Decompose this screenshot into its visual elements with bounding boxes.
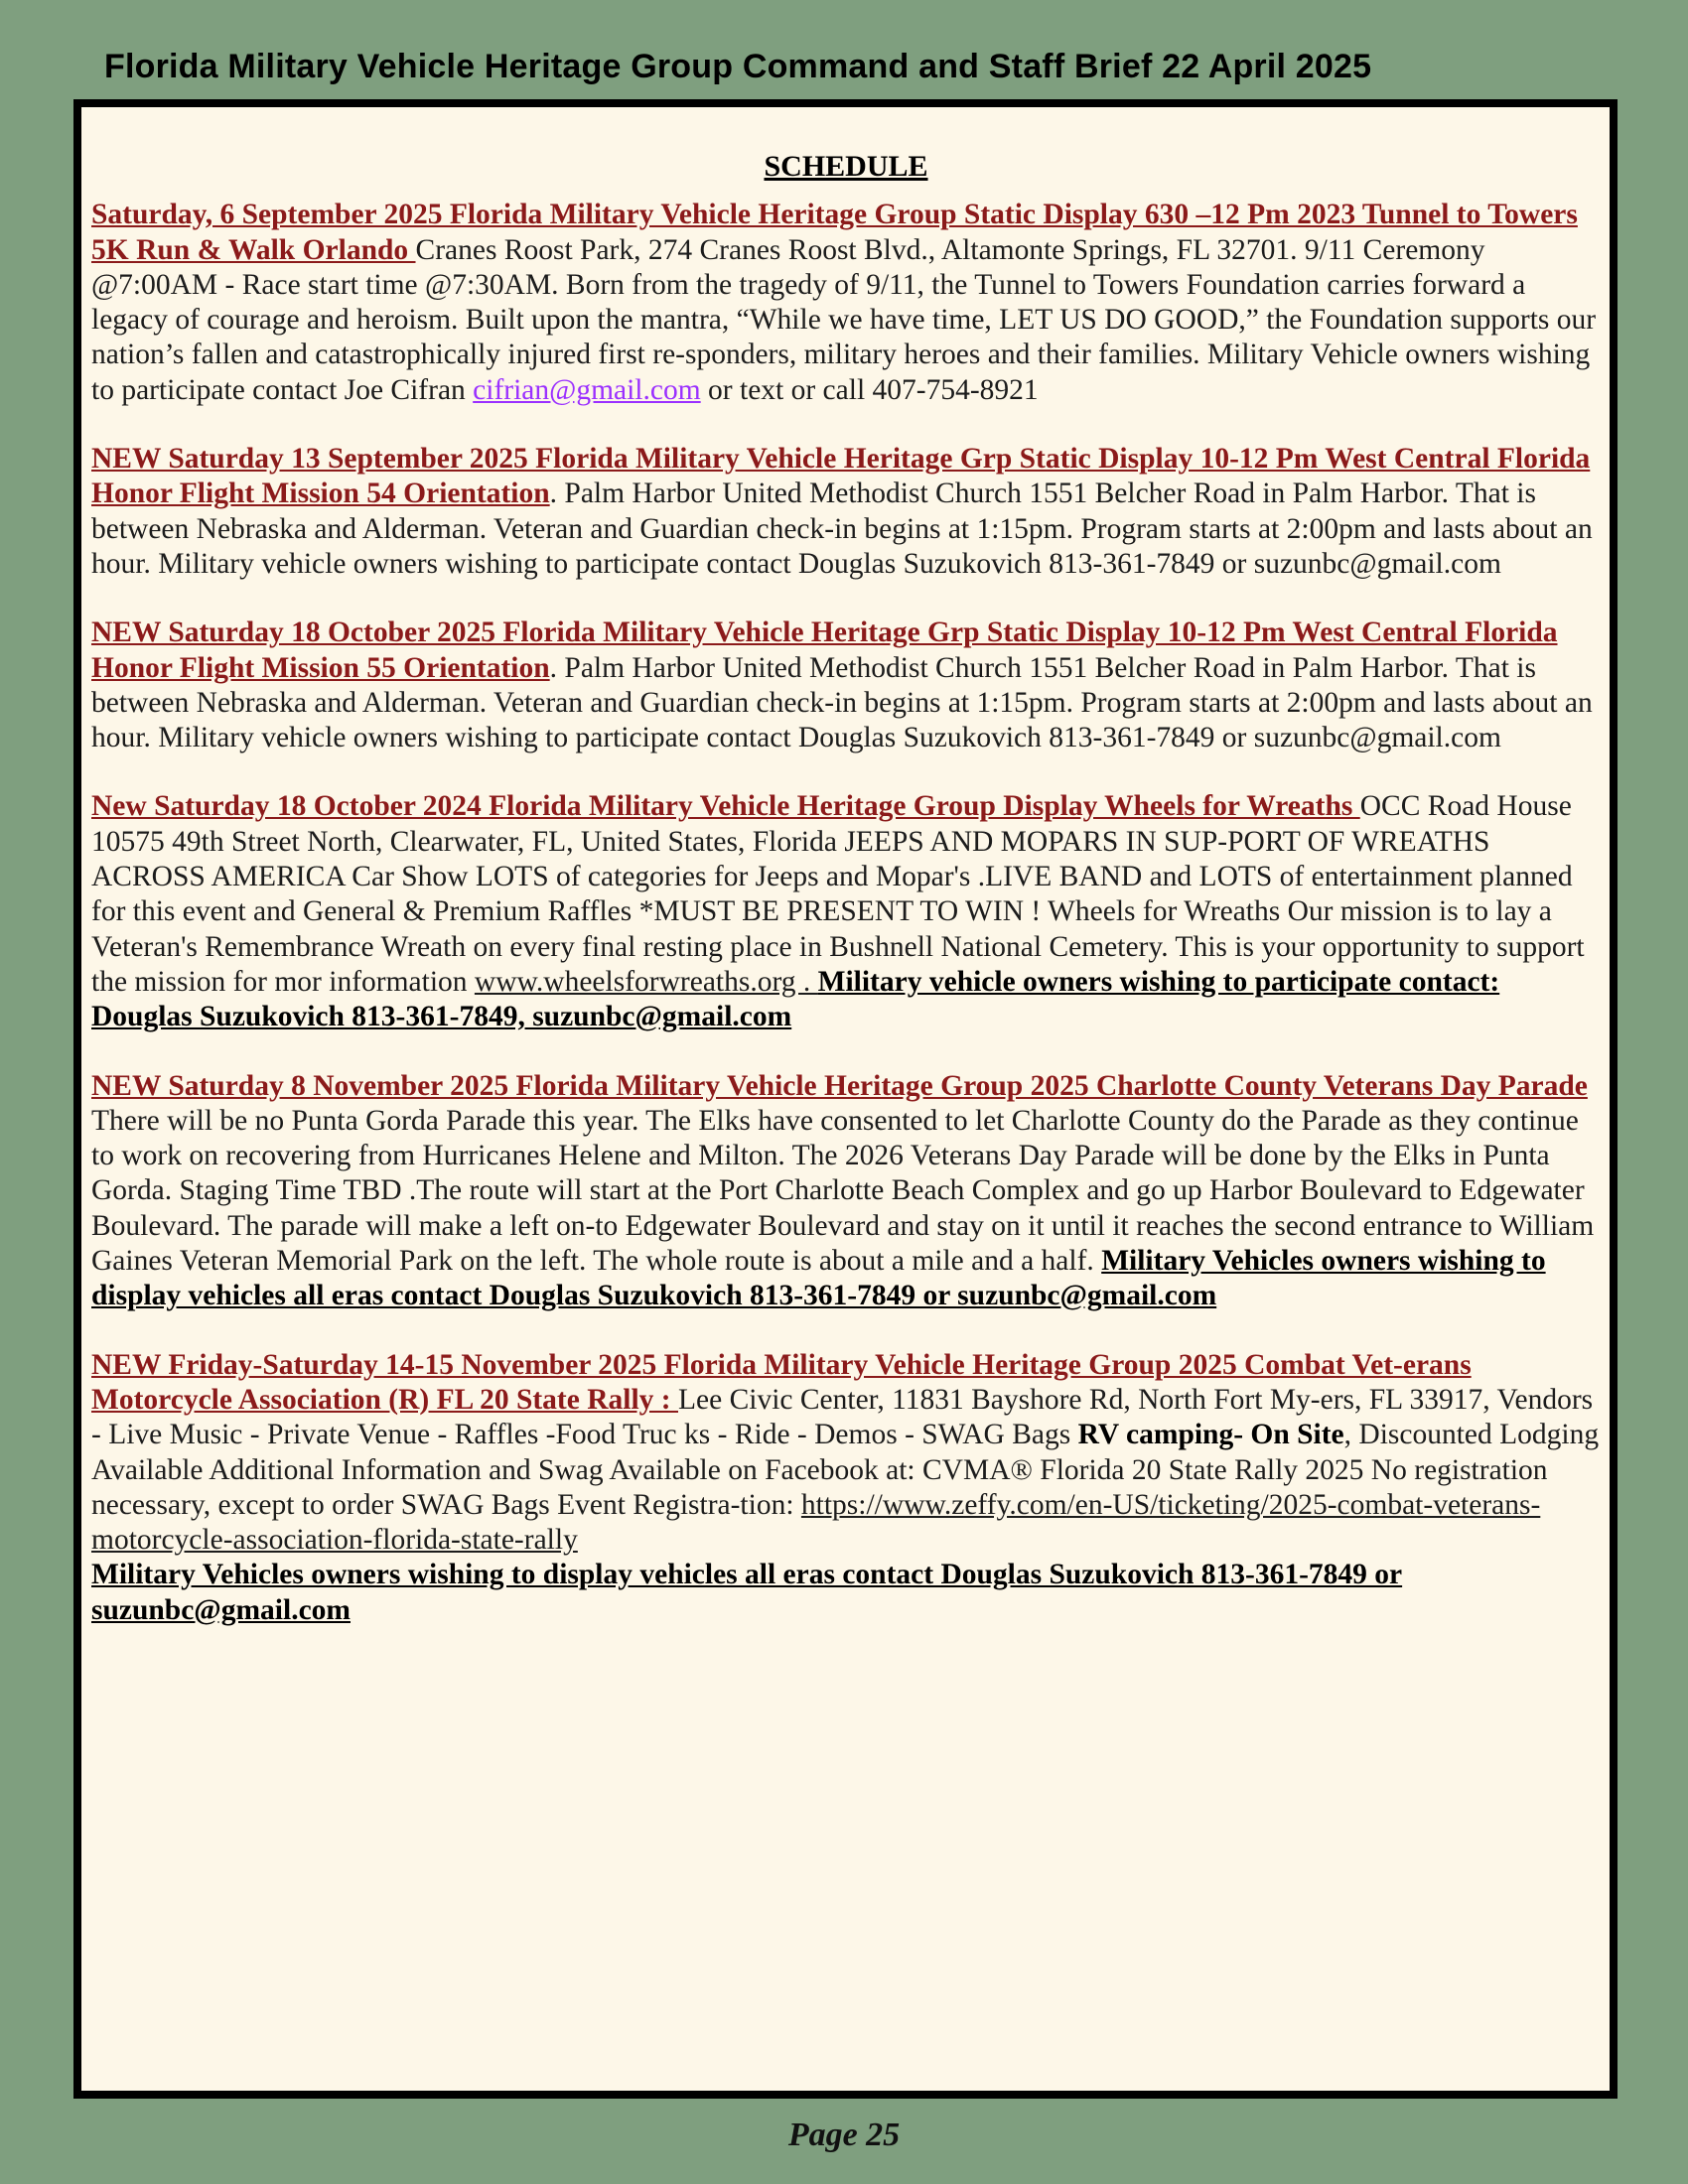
page-header-title: Florida Military Vehicle Heritage Group Command and Staff Brief 22 April 2025 — [104, 48, 1372, 85]
entry-bold-inline: RV camping- On Site — [1077, 1419, 1344, 1451]
schedule-entry-veterans-day-parade — [91, 1069, 1601, 1314]
entry-body: Lee Civic Center, 11831 Bayshore Rd, North Fort My-ers, FL 33917, Vendors - Live Music - Private Venue - Raffles -Food Truc ks - Ride - Demos - SWAG Bags — [91, 1383, 1594, 1451]
schedule-entry-wheels-for-wreaths — [91, 789, 1601, 1034]
registration-link[interactable]: https://www.zeffy.com/en-US/ticketing/2025-combat-veterans-motorcycle-association-florida-state-rally — [91, 1488, 1541, 1557]
entry-heading: New Saturday 18 October 2024 Florida Military Vehicle Heritage Group Display Wheels for Wreaths — [91, 790, 1360, 823]
schedule-entry-tunnel-to-towers — [91, 198, 1601, 408]
entry-heading: NEW Saturday 8 November 2025 Florida Military Vehicle Heritage Group 2025 Charlotte County Veterans Day Parade — [91, 1069, 1588, 1102]
schedule-entry-honor-flight-55 — [91, 615, 1601, 755]
entry-body: OCC Road House 10575 49th Street North, Clearwater, FL, United States, Florida JEEPS AND MOPARS IN SUP-PORT OF WREATHS ACROSS AMERICA Car Show LOTS of categories for Jeeps and Mopar's .LIVE BAND and LOTS of entertainment planned for this event and General & Premium Raffles *MUST BE PRESENT TO WIN ! Wheels for Wreaths Our mission is to lay a Veteran's Remembrance Wreath on every final resting place in Bushnell National Cemetery. This is your opportunity to support the mission for mor information — [91, 790, 1585, 998]
schedule-section — [91, 149, 1601, 1662]
entry-body: Cranes Roost Park, 274 Cranes Roost Blvd., Altamonte Springs, FL 32701. 9/11 Ceremony @7:00AM - Race start time @7:30AM. Born from the tragedy of 9/11, the Tunnel to Towers Foundation carries forward a legacy of courage and heroism. Built upon the mantra, “While we have time, LET US DO GOOD,” the Foundation supports our nation’s fallen and catastrophically injured first re-sponders, military heroes and their families. Military Vehicle owners wishing to participate contact Joe Cifran — [91, 233, 1597, 406]
page-number: Page 25 — [787, 2116, 901, 2153]
schedule-entry-cvma-state-rally — [91, 1348, 1601, 1628]
entry-heading: NEW Saturday 18 October 2025 Florida Military Vehicle Heritage Grp Static Display 10-12 Pm West Central Florida Honor Flight Mission 55 Orientation — [91, 616, 1558, 684]
entry-tail: or text or call 407-754-8921 — [700, 373, 1039, 406]
schedule-entry-honor-flight-54 — [91, 442, 1601, 582]
entry-heading: NEW Saturday 13 September 2025 Florida Military Vehicle Heritage Grp Static Display 10-12 Pm West Central Florida Honor Flight Mission 54 Orientation — [91, 443, 1591, 510]
entry-body: . Palm Harbor United Methodist Church 1551 Belcher Road in Palm Harbor. That is between Nebraska and Alderman. Veteran and Guardian check-in begins at 1:15pm. Program starts at 2:00pm and lasts about an hour. Military vehicle owners wishing to participate contact Douglas Suzukovich 813-361-7849 or suzunbc@gmail.com — [91, 478, 1593, 580]
website-link[interactable]: www.wheelsforwreaths.org . — [474, 965, 818, 998]
entry-contact: Military vehicle owners wishing to participate contact: Douglas Suzukovich 813-361-7849, suzunbc@gmail.com — [91, 965, 1500, 1033]
email-link[interactable]: cifrian@gmail.com — [473, 373, 701, 406]
entry-contact: Military Vehicles owners wishing to display vehicles all eras contact Douglas Suzukovich 813-361-7849 or suzunbc@gmail.com — [91, 1559, 1403, 1626]
entry-body: . Palm Harbor United Methodist Church 1551 Belcher Road in Palm Harbor. That is between Nebraska and Alderman. Veteran and Guardian check-in begins at 1:15pm. Program starts at 2:00pm and lasts about an hour. Military vehicle owners wishing to participate contact Douglas Suzukovich 813-361-7849 or suzunbc@gmail.com — [91, 651, 1593, 754]
entry-body: There will be no Punta Gorda Parade this year. The Elks have consented to let Charlotte County do the Parade as they continue to work on recovering from Hurricanes Helene and Milton. The 2026 Veterans Day Parade will be done by the Elks in Punta Gorda. Staging Time TBD .The route will start at the Port Charlotte Beach Complex and go up Harbor Boulevard to Edgewater Boulevard. The parade will make a left on-to Edgewater Boulevard and stay on it until it reaches the second entrance to William Gaines Veteran Memorial Park on the left. The whole route is about a mile and a half. — [91, 1104, 1595, 1278]
entry-heading: Saturday, 6 September 2025 Florida Military Vehicle Heritage Group Static Display 630 –12 Pm 2023 Tunnel to Towers 5K Run & Walk Orlando — [91, 199, 1578, 266]
entry-body-continued: , Discounted Lodging Available Additional Information and Swag Available on Facebook at: CVMA® Florida 20 State Rally 2025 No registration necessary, except to order SWAG Bags Event Registra-tion: — [91, 1419, 1600, 1521]
entry-contact: Military Vehicles owners wishing to display vehicles all eras contact Douglas Suzukovich 813-361-7849 or suzunbc@gmail.com — [91, 1245, 1546, 1312]
schedule-title: SCHEDULE — [764, 150, 928, 183]
entry-heading: NEW Friday-Saturday 14-15 November 2025 Florida Military Vehicle Heritage Group 2025 Combat Vet-erans Motorcycle Association (R) FL 20 State Rally : — [91, 1348, 1472, 1416]
